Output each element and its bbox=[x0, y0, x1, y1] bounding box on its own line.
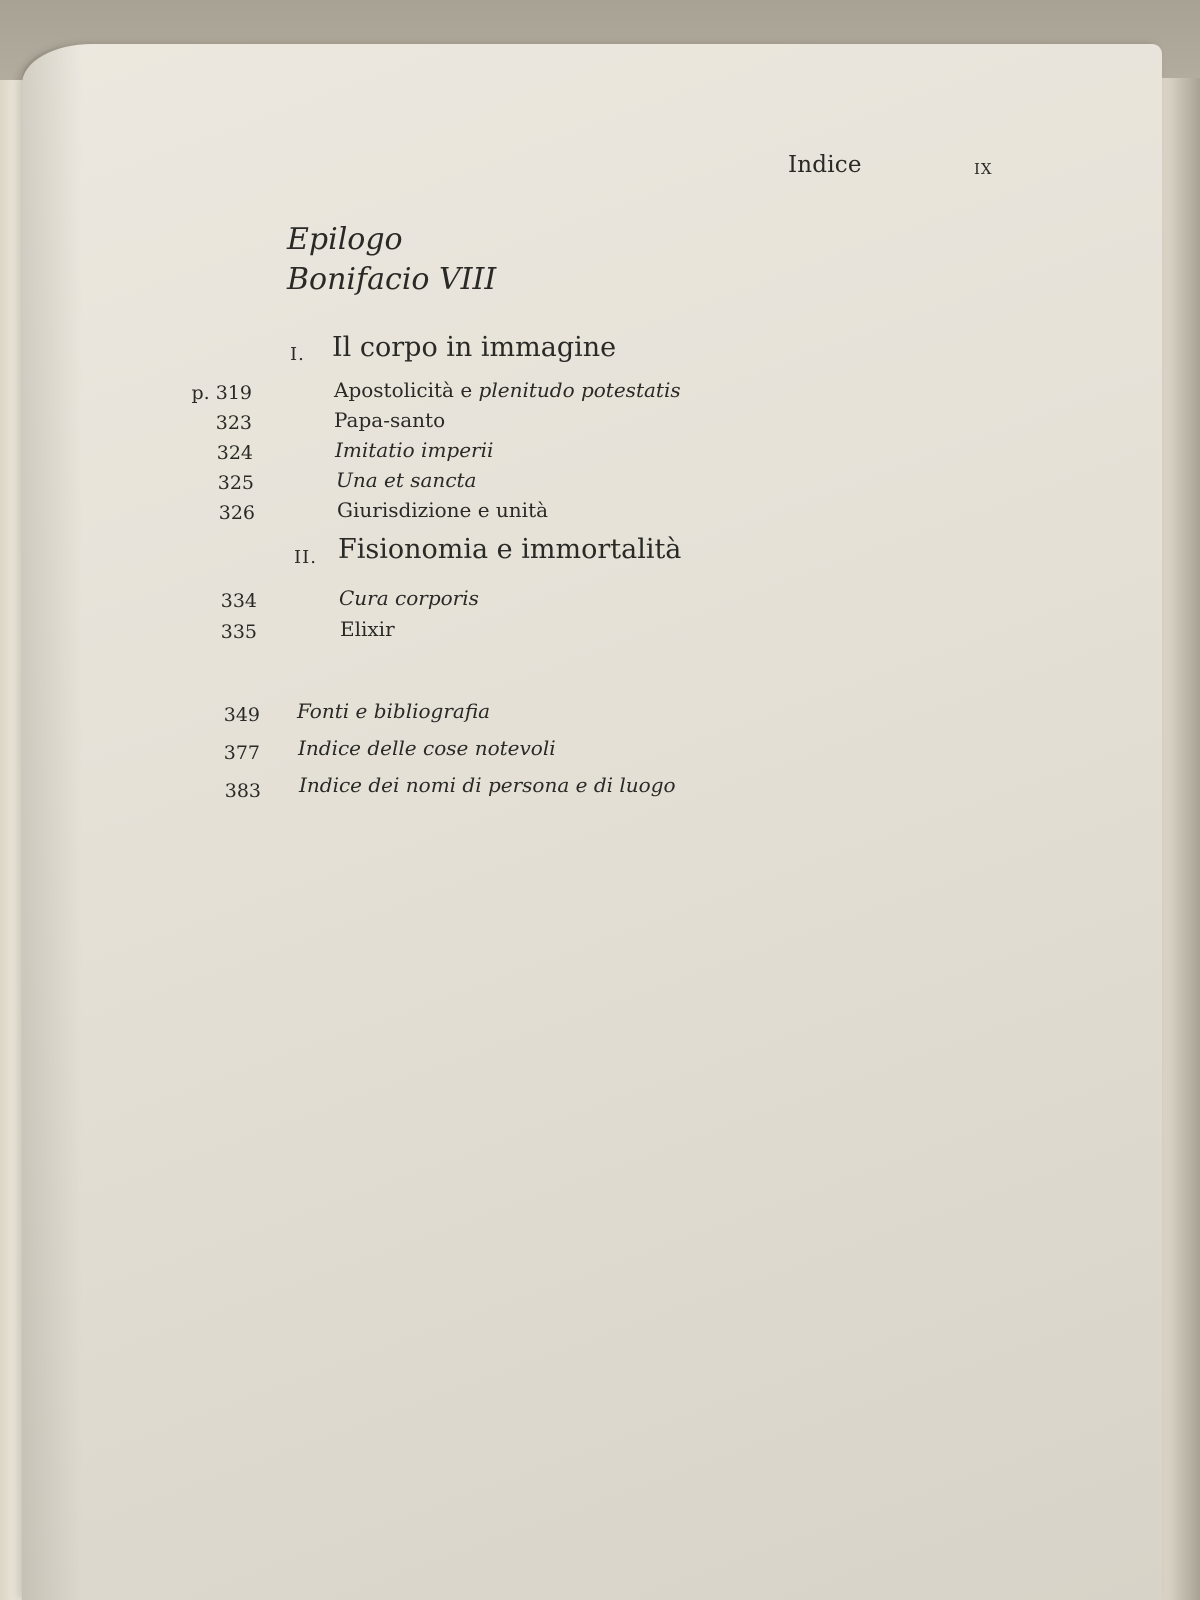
chapter-numeral: II. bbox=[294, 547, 317, 568]
toc-entry-title: Indice delle cose notevoli bbox=[298, 736, 556, 760]
gutter-shadow bbox=[22, 44, 82, 1600]
toc-entry-title: Una et sancta bbox=[336, 468, 477, 492]
running-title: Indice bbox=[788, 152, 862, 178]
toc-entry-page: 349 bbox=[223, 704, 260, 726]
toc-entry-page: 323 bbox=[215, 412, 252, 434]
toc-entry-title: Imitatio imperii bbox=[335, 438, 494, 462]
toc-entry-title-italic: plenitudo potestatis bbox=[478, 378, 681, 402]
chapter-numeral: I. bbox=[290, 344, 305, 365]
toc-entry-title: Fonti e bibliografia bbox=[297, 699, 491, 723]
toc-entry-title: Papa-santo bbox=[334, 408, 446, 432]
part-label: Epilogo bbox=[287, 222, 403, 257]
toc-entry-title: Elixir bbox=[340, 617, 395, 641]
toc-entry-title: Giurisdizione e unità bbox=[337, 498, 549, 522]
toc-entry-title-plain: Apostolicità e bbox=[334, 378, 479, 402]
toc-entry-page: 377 bbox=[223, 742, 260, 764]
toc-entry-page: 335 bbox=[220, 621, 257, 643]
toc-entry-title bbox=[334, 378, 681, 402]
chapter-title: Il corpo in immagine bbox=[332, 332, 617, 363]
toc-entry-page: 334 bbox=[220, 590, 257, 612]
page-number: IX bbox=[974, 160, 993, 178]
chapter-title: Fisionomia e immortalità bbox=[338, 534, 682, 565]
toc-entry-title: Indice dei nomi di persona e di luogo bbox=[299, 773, 676, 797]
toc-entry-page: p. 319 bbox=[191, 382, 252, 404]
toc-entry-title: Cura corporis bbox=[339, 586, 479, 610]
toc-entry-page: 383 bbox=[224, 780, 261, 802]
part-title: Bonifacio VIII bbox=[287, 262, 497, 297]
book-page bbox=[22, 44, 1162, 1600]
toc-entry-page: 325 bbox=[217, 472, 254, 494]
toc-entry-page: 326 bbox=[218, 502, 255, 524]
toc-entry-page: 324 bbox=[216, 442, 253, 464]
